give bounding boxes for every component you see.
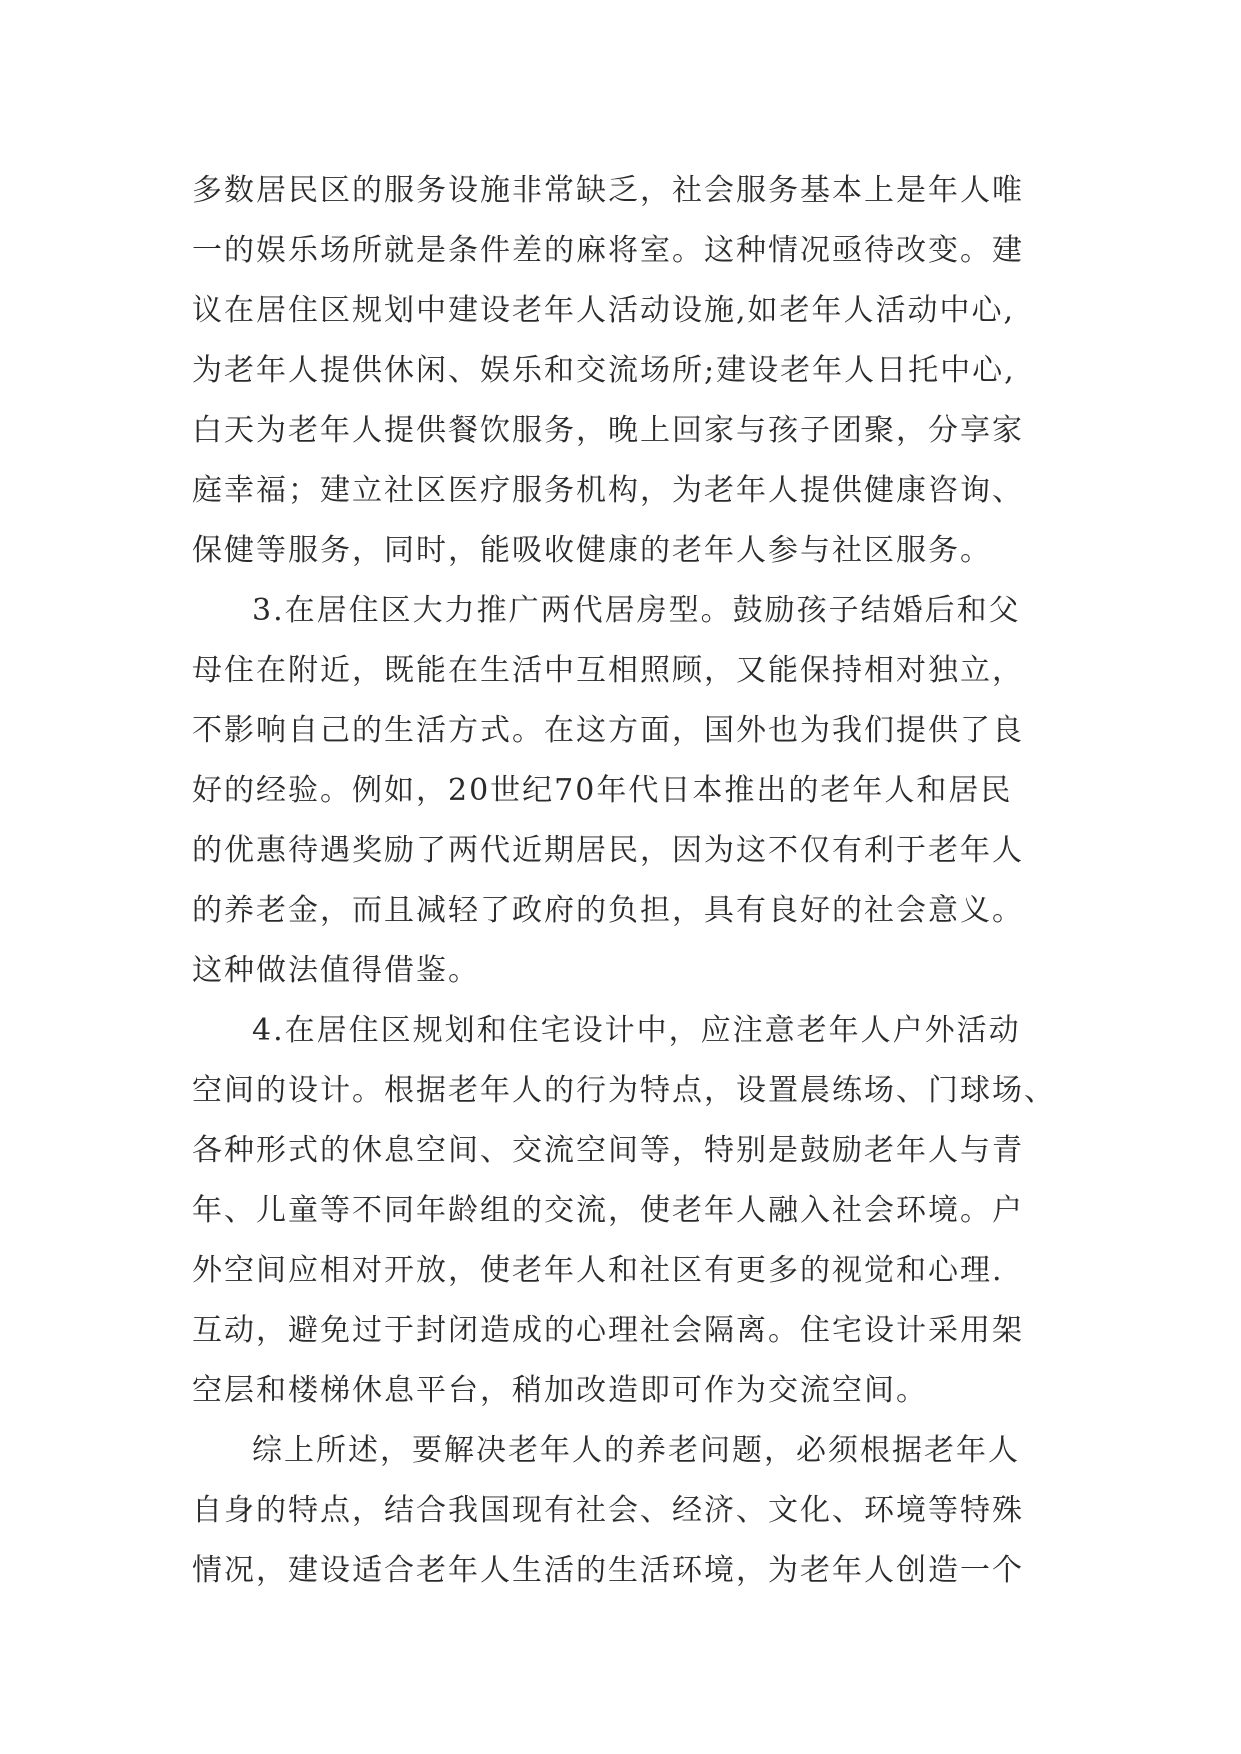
text-line: 不影响自己的生活方式。在这方面，国外也为我们提供了良: [192, 713, 1024, 748]
body-text: [192, 161, 1092, 1601]
text-line: 的养老金，而且减轻了政府的负担，具有良好的社会意义。: [192, 893, 1024, 928]
text-line: 这种做法值得借鉴。: [192, 953, 480, 988]
text-line: 好的经验。例如，20世纪70年代日本推出的老年人和居民: [192, 773, 1013, 808]
paragraph-start-line: 综上所述，要解决老年人的养老问题，必须根据老年人: [252, 1433, 1020, 1468]
text-line: 情况，建设适合老年人生活的生活环境，为老年人创造一个: [192, 1553, 1024, 1588]
text-line: 自身的特点，结合我国现有社会、经济、文化、环境等特殊: [192, 1493, 1024, 1528]
text-line: 白天为老年人提供餐饮服务，晚上回家与孩子团聚，分享家: [192, 413, 1024, 448]
text-line: 庭幸福；建立社区医疗服务机构，为老年人提供健康咨询、: [192, 473, 1024, 508]
paragraph-start-line: 4.在居住区规划和住宅设计中，应注意老年人户外活动: [252, 1013, 1021, 1048]
text-line: 空间的设计。根据老年人的行为特点，设置晨练场、门球场、: [192, 1073, 1056, 1108]
text-line: 空层和楼梯休息平台，稍加改造即可作为交流空间。: [192, 1373, 928, 1408]
text-line: 一的娱乐场所就是条件差的麻将室。这种情况亟待改变。建: [192, 233, 1024, 268]
text-line: 母住在附近，既能在生活中互相照顾，又能保持相对独立，: [192, 653, 1024, 688]
text-line: 互动，避免过于封闭造成的心理社会隔离。住宅设计采用架: [192, 1313, 1024, 1348]
text-line: 议在居住区规划中建设老年人活动设施,如老年人活动中心,: [192, 293, 1016, 328]
text-line: 保健等服务，同时，能吸收健康的老年人参与社区服务。: [192, 533, 992, 568]
paragraph-start-line: 3.在居住区大力推广两代居房型。鼓励孩子结婚后和父: [252, 593, 1021, 628]
text-line: 的优惠待遇奖励了两代近期居民，因为这不仅有利于老年人: [192, 833, 1024, 868]
text-line: 为老年人提供休闲、娱乐和交流场所;建设老年人日托中心,: [192, 353, 1016, 388]
text-line: 多数居民区的服务设施非常缺乏，社会服务基本上是年人唯: [192, 173, 1024, 208]
text-line: 年、儿童等不同年龄组的交流，使老年人融入社会环境。户: [192, 1193, 1024, 1228]
text-line: 各种形式的休息空间、交流空间等，特别是鼓励老年人与青: [192, 1133, 1024, 1168]
text-line: 外空间应相对开放，使老年人和社区有更多的视觉和心理.: [192, 1253, 1004, 1288]
